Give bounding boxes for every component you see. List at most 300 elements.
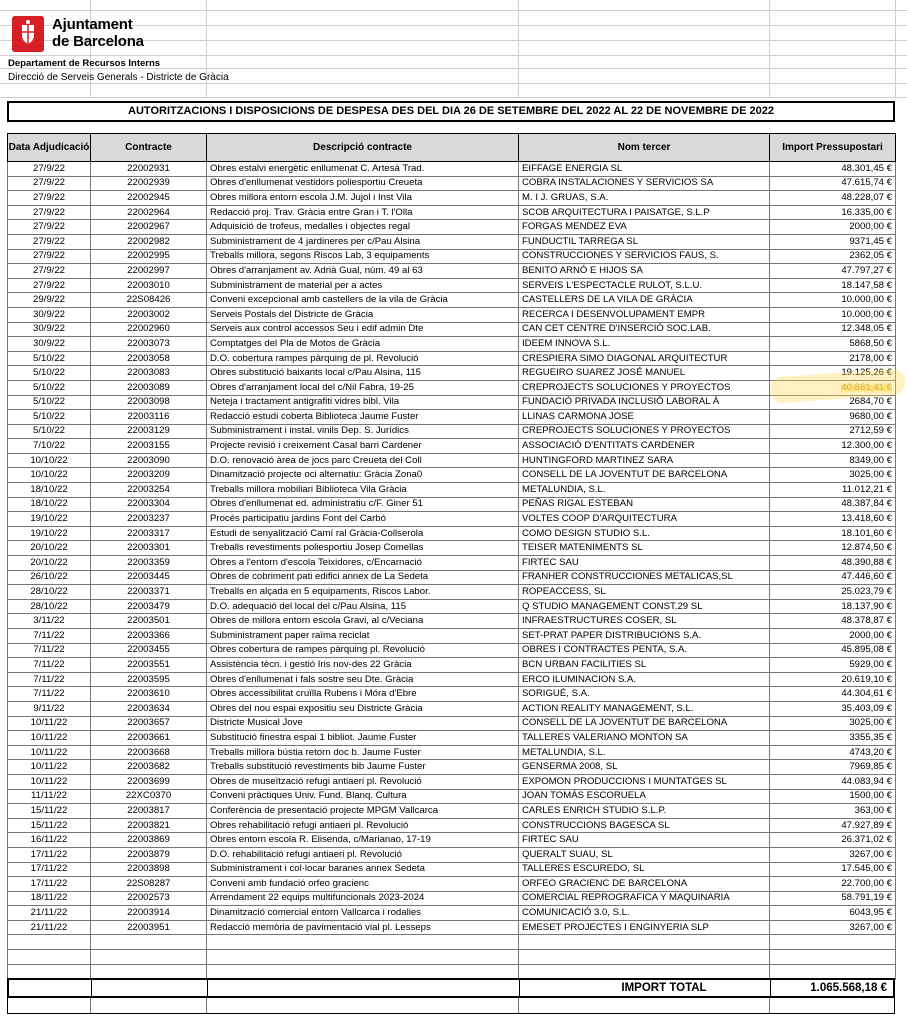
row-date: 10/11/22 — [8, 745, 91, 760]
row-description: Conveni amb fundació orfeo gracienc — [207, 877, 519, 892]
table-row — [8, 220, 896, 235]
row-amount: 44.083,94 € — [770, 774, 896, 789]
row-contract: 22002982 — [91, 234, 207, 249]
row-description: Obres d'enllumenat i fals sostre seu Dte. Gràcia — [207, 672, 519, 687]
row-contract: 22003129 — [91, 424, 207, 439]
row-date: 28/10/22 — [8, 585, 91, 600]
table-row — [8, 585, 896, 600]
row-third-party: ORFEO GRACIENC DE BARCELONA — [519, 877, 770, 892]
row-description: Redacció proj. Trav. Gràcia entre Gran i T. l'Olla — [207, 205, 519, 220]
table-row — [8, 789, 896, 804]
row-contract: 22003479 — [91, 599, 207, 614]
row-description: Dinamització projecte oci alternatiu: Gràcia Zona0 — [207, 468, 519, 483]
row-contract: 22002997 — [91, 264, 207, 279]
row-date: 5/10/22 — [8, 410, 91, 425]
table-row — [8, 745, 896, 760]
row-third-party: PEÑAS RIGAL ESTEBAN — [519, 497, 770, 512]
row-date: 21/11/22 — [8, 906, 91, 921]
row-third-party: VOLTES COOP D'ARQUITECTURA — [519, 512, 770, 527]
row-amount: 22.700,00 € — [770, 877, 896, 892]
row-date: 7/11/22 — [8, 672, 91, 687]
row-amount: 2000,00 € — [770, 629, 896, 644]
table-row — [8, 410, 896, 425]
row-date: 5/10/22 — [8, 351, 91, 366]
table-row — [8, 716, 896, 731]
table-row — [8, 804, 896, 819]
table-row — [8, 862, 896, 877]
row-description: Obres d'arranjament av. Adrià Gual, núm. 49 al 63 — [207, 264, 519, 279]
row-contract: 22003304 — [91, 497, 207, 512]
row-date: 7/11/22 — [8, 658, 91, 673]
row-date: 27/9/22 — [8, 176, 91, 191]
column-header-contract: Contracte — [91, 134, 207, 162]
table-row — [8, 599, 896, 614]
row-contract: 22003002 — [91, 307, 207, 322]
row-description: Obres substitució baixants local c/Pau Alsina, 115 — [207, 366, 519, 381]
table-row — [8, 366, 896, 381]
table-row — [8, 322, 896, 337]
table-row — [8, 920, 896, 935]
row-contract: 22003090 — [91, 453, 207, 468]
row-date: 5/10/22 — [8, 366, 91, 381]
row-third-party: TEISER MATENIMENTS SL — [519, 541, 770, 556]
row-third-party: IDEEM INNOVA S.L. — [519, 337, 770, 352]
row-contract: 22003501 — [91, 614, 207, 629]
table-row — [8, 439, 896, 454]
row-contract: 22003371 — [91, 585, 207, 600]
row-date: 5/10/22 — [8, 395, 91, 410]
row-third-party: EXPOMON PRODUCCIONS I MUNTATGES SL — [519, 774, 770, 789]
row-date: 18/10/22 — [8, 483, 91, 498]
row-third-party: FUNDUCTIL TARREGA SL — [519, 234, 770, 249]
row-contract: 22003821 — [91, 818, 207, 833]
highlighted-amount: 40.861,41 € — [841, 381, 892, 393]
row-amount: 18.137,90 € — [770, 599, 896, 614]
row-description: Subministrament paper raïma reciclat — [207, 629, 519, 644]
row-contract: 22003634 — [91, 701, 207, 716]
row-third-party: METALUNDIA, S.L. — [519, 745, 770, 760]
row-description: Treballs millora mobiliari Biblioteca Vila Gràcia — [207, 483, 519, 498]
table-row — [8, 818, 896, 833]
row-description: Obres de millora entorn escola Gravi, al c/Veciana — [207, 614, 519, 629]
total-label: IMPORT TOTAL — [621, 982, 707, 994]
row-amount: 2712,59 € — [770, 424, 896, 439]
row-date: 5/10/22 — [8, 424, 91, 439]
row-contract: 22003445 — [91, 570, 207, 585]
row-amount: 45.895,08 € — [770, 643, 896, 658]
row-third-party: SET-PRAT PAPER DISTRIBUCIONS S.A. — [519, 629, 770, 644]
total-value: 1.065.568,18 € — [810, 982, 887, 994]
row-amount: 4743,20 € — [770, 745, 896, 760]
row-contract: 22003661 — [91, 731, 207, 746]
row-date: 30/9/22 — [8, 337, 91, 352]
row-third-party: RECERCA I DESENVOLUPAMENT EMPR — [519, 307, 770, 322]
row-date: 29/9/22 — [8, 293, 91, 308]
row-amount: 20.619,10 € — [770, 672, 896, 687]
row-amount: 26.371,02 € — [770, 833, 896, 848]
row-third-party: CARLES ENRICH STUDIO S.L.P. — [519, 804, 770, 819]
empty-row — [8, 935, 896, 950]
row-date: 18/10/22 — [8, 497, 91, 512]
row-third-party: LLINAS CARMONA JOSE — [519, 410, 770, 425]
row-description: Obres d'enllumenat ed. administratiu c/F. Giner 51 — [207, 497, 519, 512]
row-amount: 47.615,74 € — [770, 176, 896, 191]
empty-cell — [91, 935, 207, 950]
row-contract: 22003914 — [91, 906, 207, 921]
row-amount: 3025,00 € — [770, 468, 896, 483]
row-contract: 22003058 — [91, 351, 207, 366]
column-header-third-party: Nom tercer — [519, 134, 770, 162]
row-amount: 363,00 € — [770, 804, 896, 819]
row-amount: 9371,45 € — [770, 234, 896, 249]
row-contract: 22003083 — [91, 366, 207, 381]
row-contract: 22003155 — [91, 439, 207, 454]
direction-name: Direcció de Serveis Generals - Districte de Gràcia — [8, 72, 229, 83]
expenses-table — [7, 133, 896, 980]
row-contract: 22003359 — [91, 556, 207, 571]
row-description: Subministrament de 4 jardineres per c/Pau Alsina — [207, 234, 519, 249]
row-third-party: M. I J. GRUAS, S.A. — [519, 191, 770, 206]
row-date: 27/9/22 — [8, 162, 91, 177]
empty-cell — [519, 935, 770, 950]
row-third-party: CONSELL DE LA JOVENTUT DE BARCELONA — [519, 468, 770, 483]
row-third-party: FUNDACIÓ PRIVADA INCLUSIÓ LABORAL À — [519, 395, 770, 410]
row-third-party: BCN URBAN FACILITIES SL — [519, 658, 770, 673]
row-description: Adquisició de trofeus, medalles i objectes regal — [207, 220, 519, 235]
row-third-party: SERVEIS L'ESPECTACLE RULOT, S.L.U. — [519, 278, 770, 293]
row-third-party: FIRTEC SAU — [519, 833, 770, 848]
row-amount: 9680,00 € — [770, 410, 896, 425]
row-contract: 22003898 — [91, 862, 207, 877]
row-third-party: FIRTEC SAU — [519, 556, 770, 571]
row-contract: 22003317 — [91, 526, 207, 541]
row-contract: 22003366 — [91, 629, 207, 644]
row-date: 27/9/22 — [8, 220, 91, 235]
table-row — [8, 877, 896, 892]
empty-cell — [519, 950, 770, 965]
row-amount: 48.390,88 € — [770, 556, 896, 571]
table-row — [8, 293, 896, 308]
column-header-description: Descripció contracte — [207, 134, 519, 162]
table-row — [8, 351, 896, 366]
row-third-party: CONSELL DE LA JOVENTUT DE BARCELONA — [519, 716, 770, 731]
table-row — [8, 570, 896, 585]
table-row — [8, 833, 896, 848]
row-contract: 22002939 — [91, 176, 207, 191]
empty-row — [8, 950, 896, 965]
table-row — [8, 556, 896, 571]
row-description: Obres del nou espai expositiu seu Districte Gràcia — [207, 701, 519, 716]
row-contract: 22003455 — [91, 643, 207, 658]
row-third-party: OBRES I CONTRACTES PENTA, S.A. — [519, 643, 770, 658]
row-date: 5/10/22 — [8, 380, 91, 395]
row-description: Conveni excepcional amb castellers de la vila de Gràcia — [207, 293, 519, 308]
table-row — [8, 234, 896, 249]
row-contract: 22003116 — [91, 410, 207, 425]
row-amount: 2362,05 € — [770, 249, 896, 264]
row-description: Obres a l'entorn d'escola Teixidores, c/Encarnació — [207, 556, 519, 571]
total-row — [7, 978, 895, 998]
table-row — [8, 760, 896, 775]
row-contract: 22002964 — [91, 205, 207, 220]
row-third-party: CASTELLERS DE LA VILA DE GRÀCIA — [519, 293, 770, 308]
empty-cell — [8, 935, 91, 950]
empty-cell — [207, 950, 519, 965]
row-contract: 22003951 — [91, 920, 207, 935]
table-row — [8, 891, 896, 906]
row-third-party: ASSOCIACIÓ D'ENTITATS CARDENER — [519, 439, 770, 454]
row-description: Treballs en alçada en 5 equipaments, Riscos Labor. — [207, 585, 519, 600]
empty-cell — [91, 950, 207, 965]
row-date: 15/11/22 — [8, 804, 91, 819]
table-row — [8, 380, 896, 395]
row-description: Obres d'arranjament local del c/Nil Fabra, 19-25 — [207, 380, 519, 395]
department-name: Departament de Recursos Interns — [8, 58, 161, 69]
row-contract: 22003254 — [91, 483, 207, 498]
row-amount: 13.418,60 € — [770, 512, 896, 527]
row-third-party: COBRA INSTALACIONES Y SERVICIOS SA — [519, 176, 770, 191]
row-date: 3/11/22 — [8, 614, 91, 629]
row-description: D.O. adequació del local del c/Pau Alsina, 115 — [207, 599, 519, 614]
row-amount: 12.874,50 € — [770, 541, 896, 556]
row-date: 11/11/22 — [8, 789, 91, 804]
row-date: 19/10/22 — [8, 526, 91, 541]
row-description: D.O. renovació àrea de jocs parc Creueta del Coll — [207, 453, 519, 468]
row-description: Obres de cobriment pati edifici annex de La Sedeta — [207, 570, 519, 585]
table-row — [8, 162, 896, 177]
empty-cell — [770, 935, 896, 950]
row-contract: 22003237 — [91, 512, 207, 527]
table-row — [8, 205, 896, 220]
row-contract: 22S08426 — [91, 293, 207, 308]
organization-name — [52, 16, 144, 50]
row-date: 27/9/22 — [8, 264, 91, 279]
row-contract: 22003073 — [91, 337, 207, 352]
row-description: Subministrament i instal. vinils Dep. S. Jurídics — [207, 424, 519, 439]
table-row — [8, 176, 896, 191]
empty-cell — [207, 935, 519, 950]
row-date: 10/10/22 — [8, 453, 91, 468]
row-contract: 22003610 — [91, 687, 207, 702]
row-description: Serveis aux control accessos Seu i edif admin Dte — [207, 322, 519, 337]
row-date: 19/10/22 — [8, 512, 91, 527]
row-third-party: CONSTRUCCIONES Y SERVICIOS FAUS, S. — [519, 249, 770, 264]
row-contract: 22003098 — [91, 395, 207, 410]
row-description: Obres estalvi energètic enllumenat C. Artesà Trad. — [207, 162, 519, 177]
row-amount: 10.000,00 € — [770, 307, 896, 322]
row-date: 27/9/22 — [8, 249, 91, 264]
row-third-party: REGUEIRO SUAREZ JOSÉ MANUEL — [519, 366, 770, 381]
row-amount: 16.335,00 € — [770, 205, 896, 220]
row-date: 10/11/22 — [8, 716, 91, 731]
row-description: Assistència tècn. i gestió Iris nov-des 22 Gràcia — [207, 658, 519, 673]
row-contract: 22003301 — [91, 541, 207, 556]
row-description: Obres entorn escola R. Elisenda, c/Marianao, 17-19 — [207, 833, 519, 848]
row-date: 27/9/22 — [8, 191, 91, 206]
row-amount: 48.378,87 € — [770, 614, 896, 629]
table-row — [8, 526, 896, 541]
row-contract: 22002967 — [91, 220, 207, 235]
row-amount: 25.023,79 € — [770, 585, 896, 600]
table-row — [8, 658, 896, 673]
table-row — [8, 395, 896, 410]
column-header-amount: Import Pressupostari — [770, 134, 896, 162]
row-third-party: FORGAS MENDEZ EVA — [519, 220, 770, 235]
row-amount: 12.300,00 € — [770, 439, 896, 454]
organization-name-line1: Ajuntament — [52, 16, 133, 33]
row-description: Subministrament i col·locar baranes annex Sedeta — [207, 862, 519, 877]
table-row — [8, 847, 896, 862]
row-description: Substitució finestra espai 1 bibliot. Jaume Fuster — [207, 731, 519, 746]
row-amount: 44.304,61 € — [770, 687, 896, 702]
row-third-party: ACTION REALITY MANAGEMENT, S.L. — [519, 701, 770, 716]
row-description: Treballs revestiments poliesportiu Josep Comellas — [207, 541, 519, 556]
table-row — [8, 264, 896, 279]
row-date: 7/11/22 — [8, 629, 91, 644]
row-third-party: INFRAESTRUCTURES COSER, SL — [519, 614, 770, 629]
row-date: 26/10/22 — [8, 570, 91, 585]
row-amount: 17.545,00 € — [770, 862, 896, 877]
row-amount: 5929,00 € — [770, 658, 896, 673]
row-third-party: JOAN TOMÀS ESCORUELA — [519, 789, 770, 804]
row-description: D.O. cobertura rampes pàrquing de pl. Revolució — [207, 351, 519, 366]
table-row — [8, 453, 896, 468]
row-contract: 22003657 — [91, 716, 207, 731]
row-description: Redacció estudi coberta Biblioteca Jaume Fuster — [207, 410, 519, 425]
row-contract: 22003010 — [91, 278, 207, 293]
row-description: Subministrament de material per a actes — [207, 278, 519, 293]
table-row — [8, 497, 896, 512]
row-amount: 2000,00 € — [770, 220, 896, 235]
row-third-party: TALLERES ESCUREDO, SL — [519, 862, 770, 877]
row-third-party: FRANHER CONSTRUCCIONES METALICAS,SL — [519, 570, 770, 585]
row-description: Dinamització comercial entorn Vallcarca i rodalies — [207, 906, 519, 921]
row-third-party: SORIGUÉ, S.A. — [519, 687, 770, 702]
table-row — [8, 512, 896, 527]
row-amount: 3025,00 € — [770, 716, 896, 731]
row-third-party: CREPROJECTS SOLUCIONES Y PROYECTOS — [519, 424, 770, 439]
row-third-party: CONSTRUCCIONS BAGESCA SL — [519, 818, 770, 833]
row-description: Obres de museïtzació refugi antiaeri pl. Revolució — [207, 774, 519, 789]
table-row — [8, 774, 896, 789]
row-description: Serveis Postals del Districte de Gràcia — [207, 307, 519, 322]
row-contract: 22003699 — [91, 774, 207, 789]
row-date: 10/11/22 — [8, 774, 91, 789]
table-header-row — [8, 134, 896, 162]
row-description: Estudi de senyalització Camí ral Gràcia-Collserola — [207, 526, 519, 541]
row-description: Procés participatiu jardins Font del Carbó — [207, 512, 519, 527]
row-amount — [770, 380, 896, 395]
row-date: 27/9/22 — [8, 278, 91, 293]
row-third-party: CAN CET CENTRE D'INSERCIÓ SOC.LAB. — [519, 322, 770, 337]
column-header-date: Data Adjudicació — [8, 134, 91, 162]
table-row — [8, 614, 896, 629]
row-contract: 22003668 — [91, 745, 207, 760]
row-description: Conveni pràctiques Univ. Fund. Blanq. Cultura — [207, 789, 519, 804]
row-date: 27/9/22 — [8, 234, 91, 249]
row-amount: 58.791,19 € — [770, 891, 896, 906]
table-row — [8, 906, 896, 921]
row-amount: 6043,95 € — [770, 906, 896, 921]
table-row — [8, 643, 896, 658]
row-date: 9/11/22 — [8, 701, 91, 716]
table-row — [8, 672, 896, 687]
row-description: Conferència de presentació projecte MPGM Vallcarca — [207, 804, 519, 819]
row-third-party: COMUNICACIÓ 3.0, S.L. — [519, 906, 770, 921]
row-third-party: QUERALT SUAU, SL — [519, 847, 770, 862]
row-description: Redacció memòria de pavimentació vial pl. Lesseps — [207, 920, 519, 935]
row-date: 17/11/22 — [8, 862, 91, 877]
row-amount: 47.446,60 € — [770, 570, 896, 585]
table-row — [8, 483, 896, 498]
row-third-party: COMO DESIGN STUDIO S.L. — [519, 526, 770, 541]
table-row — [8, 249, 896, 264]
row-third-party: Q STUDIO MANAGEMENT CONST.29 SL — [519, 599, 770, 614]
row-amount: 18.147,58 € — [770, 278, 896, 293]
table-row — [8, 191, 896, 206]
row-amount: 12.348,05 € — [770, 322, 896, 337]
table-row — [8, 424, 896, 439]
row-amount: 8349,00 € — [770, 453, 896, 468]
row-third-party: GENSERMA 2008, SL — [519, 760, 770, 775]
row-date: 28/10/22 — [8, 599, 91, 614]
row-amount: 35.403,09 € — [770, 701, 896, 716]
row-amount: 47.927,89 € — [770, 818, 896, 833]
row-description: Neteja i tractament antigrafiti vidres bibl. Vila — [207, 395, 519, 410]
row-date: 20/10/22 — [8, 541, 91, 556]
row-amount: 5868,50 € — [770, 337, 896, 352]
empty-cell — [8, 950, 91, 965]
row-description: Treballs substitució revestiments bib Jaume Fuster — [207, 760, 519, 775]
row-date: 17/11/22 — [8, 877, 91, 892]
table-row — [8, 687, 896, 702]
table-row — [8, 731, 896, 746]
row-amount: 18.101,60 € — [770, 526, 896, 541]
row-amount: 11.012,21 € — [770, 483, 896, 498]
row-date: 7/10/22 — [8, 439, 91, 454]
row-description: Obres rehabilitació refugi antiaeri pl. Revolució — [207, 818, 519, 833]
row-third-party: ROPEACCESS, SL — [519, 585, 770, 600]
row-amount: 47.797,27 € — [770, 264, 896, 279]
row-description: Comptatges del Pla de Motos de Gràcia — [207, 337, 519, 352]
table-row — [8, 468, 896, 483]
row-amount: 1500,00 € — [770, 789, 896, 804]
row-date: 21/11/22 — [8, 920, 91, 935]
row-contract: 22003551 — [91, 658, 207, 673]
row-amount: 48.228,07 € — [770, 191, 896, 206]
row-third-party: TALLERES VALERIANO MONTON SA — [519, 731, 770, 746]
row-description: Obres millora entorn escola J.M. Jujol i Inst Vila — [207, 191, 519, 206]
row-description: Arrendament 22 equips multifuncionals 2023-2024 — [207, 891, 519, 906]
row-contract: 22003682 — [91, 760, 207, 775]
row-description: Treballs millora, segons Riscos Lab, 3 equipaments — [207, 249, 519, 264]
row-amount: 48.387,84 € — [770, 497, 896, 512]
row-date: 10/11/22 — [8, 760, 91, 775]
row-amount: 48.301,45 € — [770, 162, 896, 177]
row-amount: 3355,35 € — [770, 731, 896, 746]
row-contract: 22003879 — [91, 847, 207, 862]
row-description: Obres cobertura de rampes pàrquing pl. Revolució — [207, 643, 519, 658]
row-amount: 3267,00 € — [770, 920, 896, 935]
footer-row — [7, 998, 895, 1014]
row-third-party: BENITO ARNÓ E HIJOS SA — [519, 264, 770, 279]
row-third-party: ERCO ILUMINACION S.A. — [519, 672, 770, 687]
row-contract: 22002931 — [91, 162, 207, 177]
row-contract: 22002573 — [91, 891, 207, 906]
row-date: 30/9/22 — [8, 307, 91, 322]
row-third-party: COMERCIAL REPROGRAFICA Y MAQUINARIA — [519, 891, 770, 906]
report-title: AUTORITZACIONS I DISPOSICIONS DE DESPESA DES DEL DIA 26 DE SETEMBRE DEL 2022 AL 22 DE NOVEMBRE DE 2022 — [7, 101, 895, 122]
